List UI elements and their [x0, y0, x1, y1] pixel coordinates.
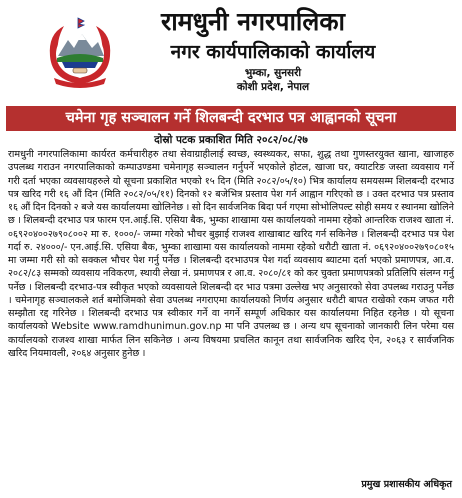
publish-date-line: दोस्रो पटक प्रकाशित मिति २०८२/०८/२७ — [154, 134, 308, 146]
letterhead — [0, 6, 462, 94]
office-location: भुम्का, सुनसरी — [244, 67, 302, 79]
notice-title: चमेना गृह सञ्चालन गर्ने शिलबन्दी दरभाउ पत्र आह्वानको सूचना — [6, 106, 456, 131]
notice-body: रामधुनी नगरपालिकामा कार्यरत कर्मचारीहरु तथा सेवाग्राहीलाई स्वच्छ, स्वस्थ्यकर, सफा, शुद्ध तथा गुणस्तरयुक्त खाना, खाजाहरु उपलब्ध गराउन नगरपालिकाको कम्पाउण्डमा चमेनागृह सञ्चालन गर्नुपर्ने भएकोले होटल, खाजा घर, क्याटरिङ जस्ता व्यवसाय गर्ने गरी दर्ता भएका व्यवसायहरुले यो सूचना प्रकाशित भएको १५ दिन (मिति २०८२/०५/१०) भित्र कार्यालय समयसम्म शिलबन्दी दरभाउ पत्र खरिद गरी १६ औं दिन (मिति २०८२/०५/११) दिनको १२ बजेभित्र प्रस्ताव पेश गर्न आह्वान गरिएको छ । उक्त दरभाउ पत्र प्रस्ताव १६ औं दिन दिनको २ बजे यस कार्यालयमा खोलिनेछ । सो दिन सार्वजनिक बिदा पर्न गएमा सोभोलिपल्ट सोही समय र स्थानमा खोलिने छ । शिलबन्दी दरभाउ पत्र फारम एन.आई.सि. एसिया बैक, भुम्का शाखामा यस कार्यालयको नाममा रहेको आन्तरिक राजश्व खाता नं. ०६९२०४००२७९०८००२ मा रु. १०००/- जम्मा गरेको भौचर बुझाई राजश्व शाखाबाट खरिद गर्न सकिनेछ । शिलबन्दी दरभाउ पत्र पेश गर्दा रु. २४०००/- एन.आई.सि. एसिया बैक, भुम्का शाखामा यस कार्यालयको नाममा रहेको धरौटी खाता नं. ०६९२०४००२७९०८०१५ मा जम्मा गरी सो को सक्कल भौचर पेश गर्नु पर्नेछ । शिलबन्दी दरभाउपत्र पेश गर्दा व्यवसाय ब्याटमा दर्ता भएको प्रमाणपत्र, आ.व. २०८२/८३ सम्मको व्यवसाय नविकरण, स्थायी लेखा नं. प्रमाणपत्र र आ.व. २०८०/८१ को कर चुक्ता प्रमाणपत्रको प्रतिलिपि संलग्न गर्नु पर्नेछ । शिलबन्दी दरभाउ-पत्र स्वीकृत भएको व्यवसायले शिलबन्दी दर भाउ पत्रमा उल्लेख भए अनुसारको सेवा उपलब्ध गराउनु पर्नेछ । चमेनागृह सञ्चालकले शर्त बमोजिमको सेवा उपलब्ध नगराएमा कार्यालयको निर्णय अनुसार धरौटी बापत राखेको रकम जफत गरी सम्झौता रद्द गरिनेछ । शिलबन्दी दरभाउ पत्र स्वीकार गर्ने वा नगर्ने सम्पूर्ण अधिकार यस कार्यालयमा निहित रहनेछ । यो सूचना कार्यालयको Website www.ramdhunimun.gov.np मा पनि उपलब्ध छ । अन्य थप सूचनाको जानकारी लिन परेमा यस कार्यालयको राजश्व शाखा मार्फत लिन सकिनेछ । अन्य विषयमा प्रचलित कानून तथा सार्वजनिक खरिद ऐन, २०६३ र सार्वजनिक खरिद नियमावली, २०६४ अनुसार हुनेछ । — [8, 149, 454, 359]
office-province: कोशी प्रदेश, नेपाल — [236, 81, 310, 93]
office-name: नगर कार्यपालिकाको कार्यालय — [170, 41, 376, 63]
municipality-name: रामधुनी नगरपालिका — [160, 7, 346, 36]
signature-title: प्रमुख प्रशासकीय अधिकृत — [361, 479, 452, 490]
